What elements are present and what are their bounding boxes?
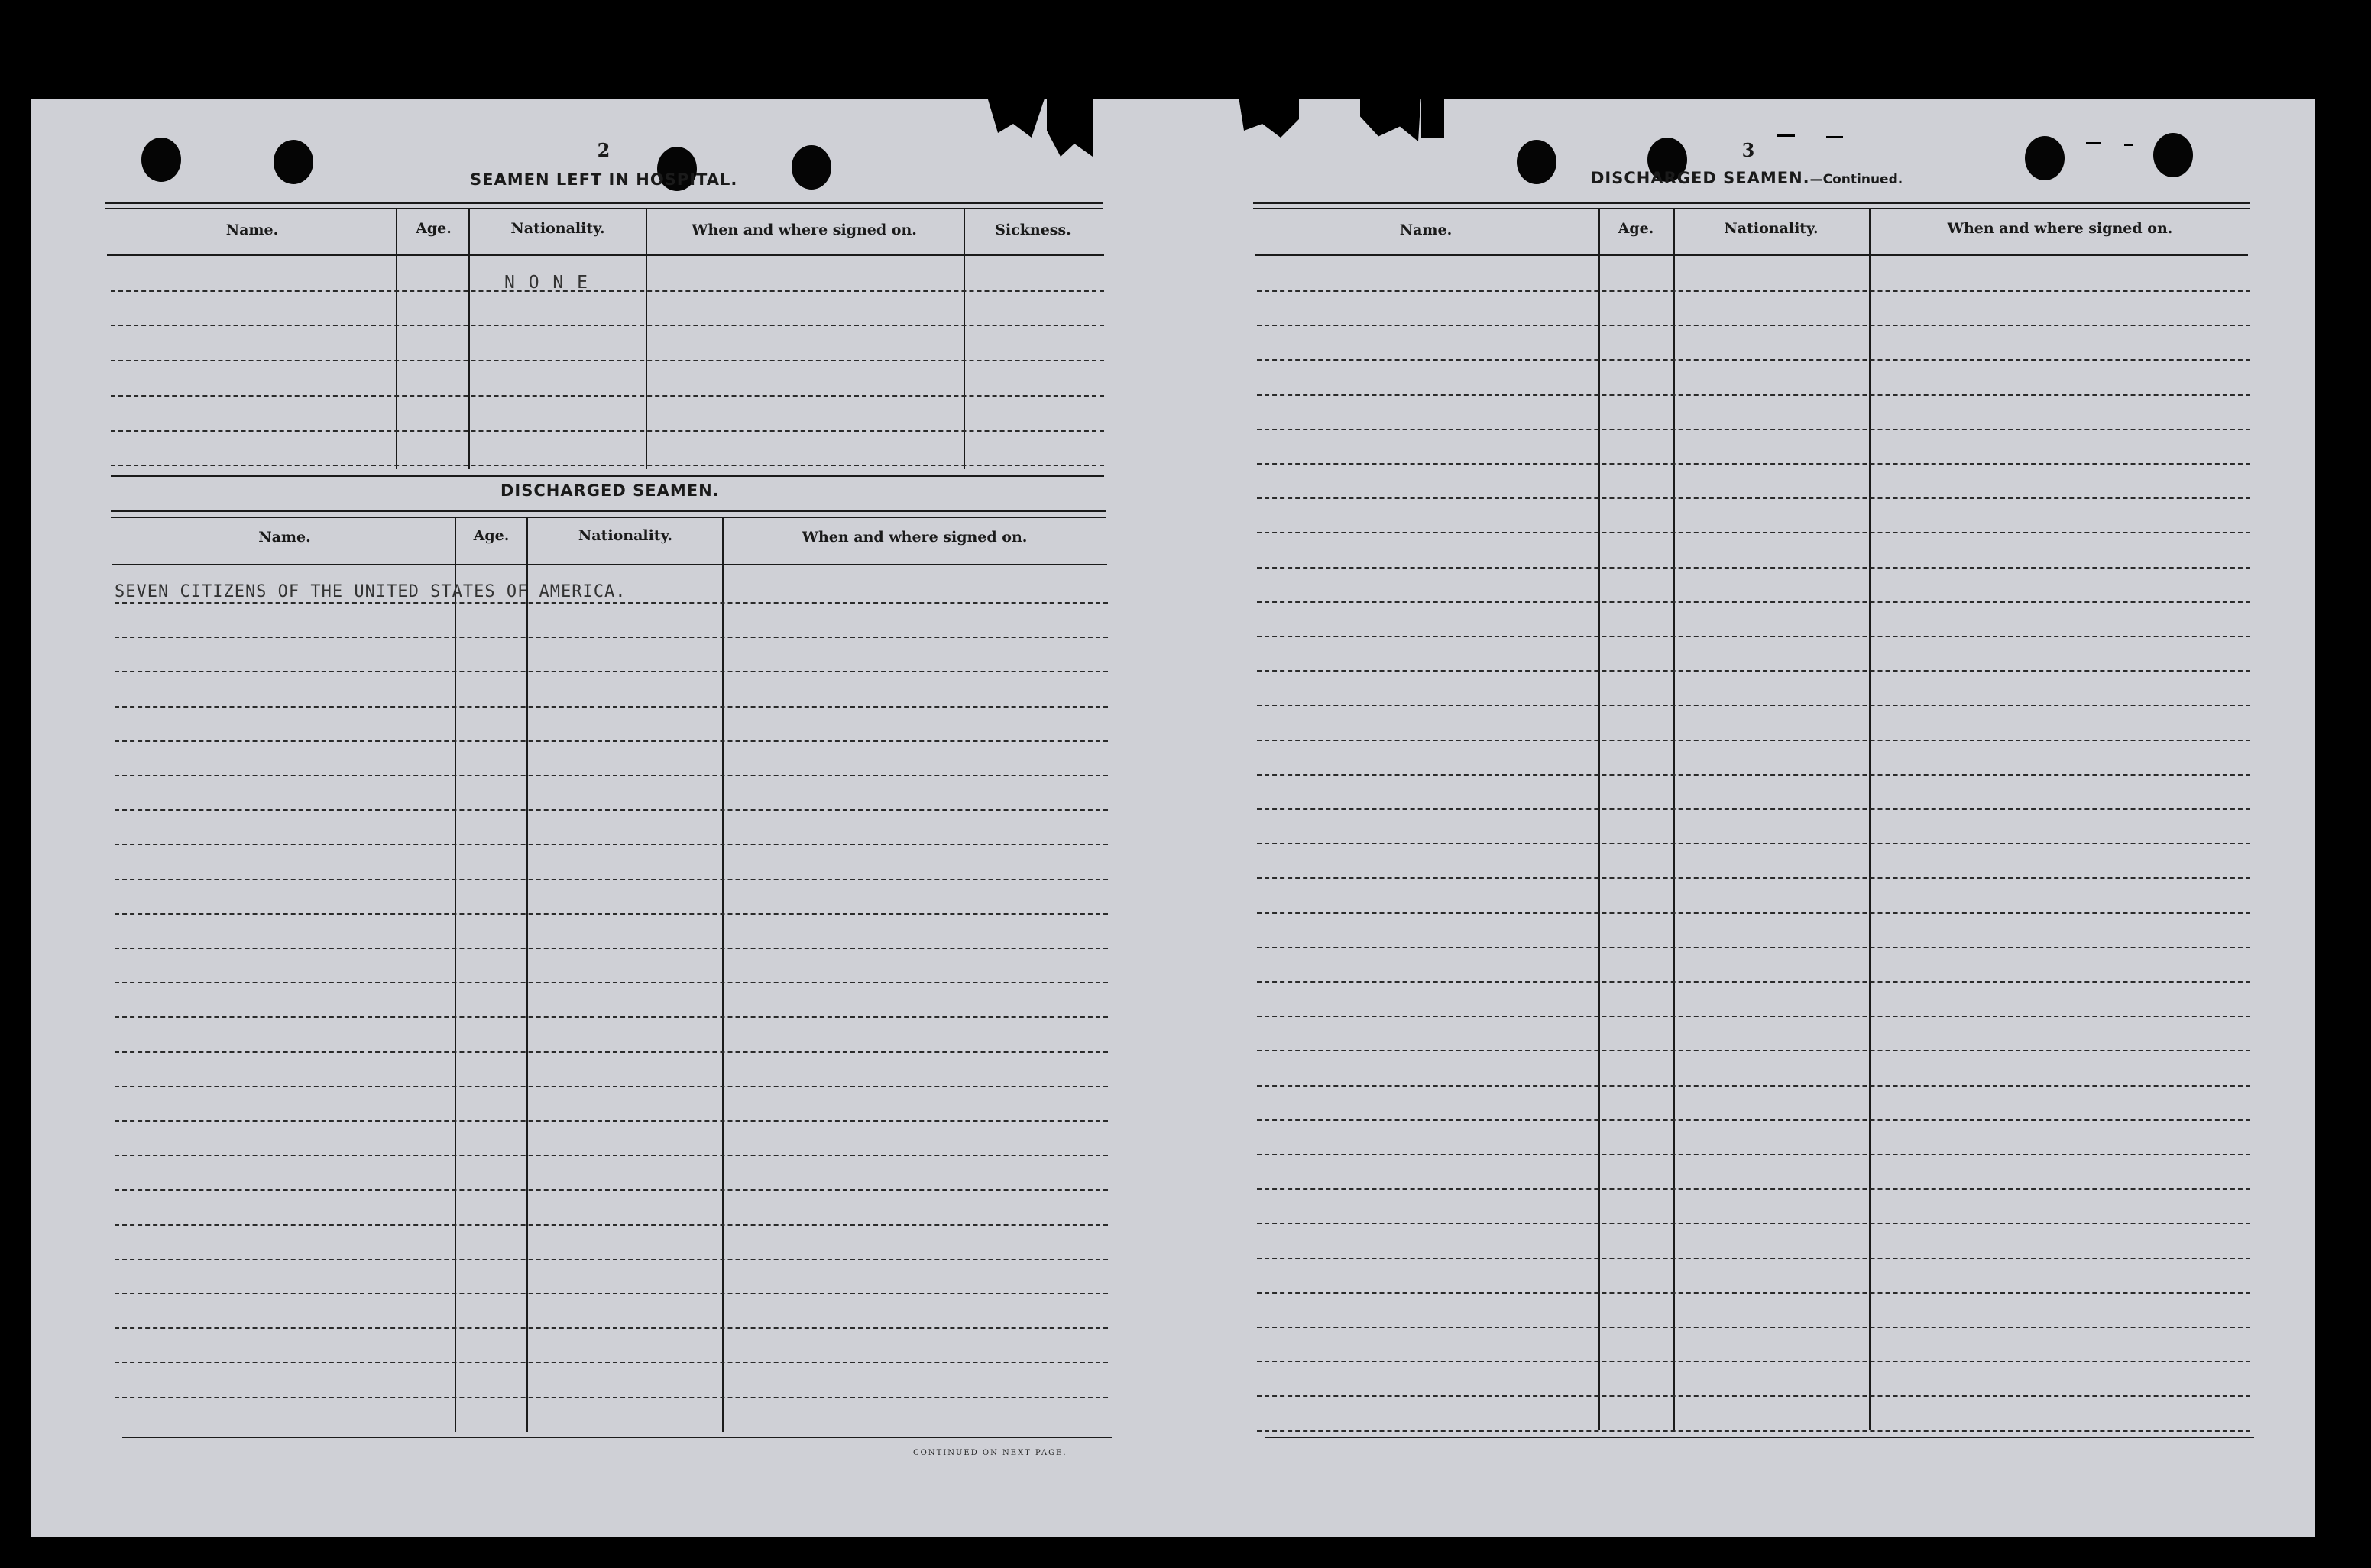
column-divider	[1673, 209, 1675, 1430]
entry-line	[1257, 705, 2250, 706]
column-header-signed-on: When and where signed on.	[1947, 220, 2173, 237]
entry-line	[115, 1293, 1108, 1294]
entry-line	[1257, 1119, 2250, 1121]
entry-line	[1257, 877, 2250, 879]
entry-line	[1257, 670, 2250, 672]
entry-line	[115, 982, 1108, 983]
punch-hole	[141, 138, 181, 182]
entry-line	[115, 1189, 1108, 1191]
entry-line	[115, 1086, 1108, 1087]
entry-line	[1257, 497, 2250, 499]
entry-line	[115, 671, 1108, 672]
entry-line	[115, 879, 1108, 880]
entry-line	[115, 948, 1108, 949]
speck	[2124, 144, 2133, 146]
entry-line	[1257, 1188, 2250, 1190]
entry-line	[115, 602, 1108, 604]
entry-line	[1257, 981, 2250, 983]
entry-line	[115, 1327, 1108, 1329]
speck	[2086, 142, 2101, 144]
punch-hole	[2025, 136, 2065, 180]
section-rule	[111, 475, 1104, 477]
entry-line	[115, 740, 1108, 742]
column-header-age: Age.	[1618, 220, 1654, 237]
hospital-typed-entry: N O N E	[504, 273, 589, 293]
column-header-age: Age.	[416, 220, 452, 237]
speck	[1777, 134, 1795, 137]
discharged-section-title: DISCHARGED SEAMEN.	[500, 481, 720, 500]
discharged-typed-entry: SEVEN CITIZENS OF THE UNITED STATES OF AMERICA.	[115, 582, 627, 601]
entry-line	[111, 325, 1104, 326]
entry-line	[1257, 947, 2250, 948]
column-header-name: Name.	[1399, 222, 1453, 238]
entry-line	[111, 290, 1104, 292]
column-divider	[1869, 209, 1871, 1430]
column-header-nationality: Nationality.	[1724, 220, 1819, 237]
column-header-nationality: Nationality.	[510, 220, 605, 237]
entry-line	[115, 809, 1108, 811]
column-header-age: Age.	[473, 527, 510, 544]
header-underline	[1255, 254, 2248, 256]
entry-line	[1257, 740, 2250, 741]
entry-line	[1257, 1327, 2250, 1328]
header-underline	[107, 254, 1104, 256]
entry-line	[1257, 359, 2250, 361]
entry-line	[115, 775, 1108, 776]
bottom-rule	[1265, 1437, 2254, 1438]
section-rule	[111, 517, 1106, 518]
column-divider	[1598, 209, 1600, 1430]
entry-line	[1257, 1292, 2250, 1294]
entry-line	[1257, 1050, 2250, 1051]
column-header-nationality: Nationality.	[578, 527, 673, 544]
section-rule	[111, 510, 1106, 512]
entry-line	[115, 1362, 1108, 1363]
entry-line	[111, 395, 1104, 397]
entry-line	[1257, 290, 2250, 292]
column-divider	[526, 518, 528, 1432]
punch-hole	[274, 140, 313, 184]
entry-line	[1257, 567, 2250, 569]
entry-line	[1257, 463, 2250, 465]
entry-line	[115, 1224, 1108, 1226]
entry-line	[115, 1155, 1108, 1156]
top-rule	[1253, 208, 2250, 209]
entry-line	[1257, 843, 2250, 844]
entry-line	[115, 637, 1108, 638]
entry-line	[115, 1051, 1108, 1053]
hospital-section-title: SEAMEN LEFT IN HOSPITAL.	[470, 170, 738, 189]
entry-line	[1257, 1258, 2250, 1259]
bottom-rule	[122, 1437, 1112, 1438]
right-title-suffix: —Continued.	[1809, 172, 1903, 187]
entry-line	[1257, 1154, 2250, 1155]
entry-line	[1257, 601, 2250, 603]
column-header-signed-on: When and where signed on.	[802, 529, 1028, 546]
entry-line	[115, 1120, 1108, 1122]
entry-line	[115, 706, 1108, 708]
header-underline	[112, 564, 1107, 565]
punch-hole	[792, 145, 831, 190]
punch-hole	[2153, 133, 2193, 177]
column-header-name: Name.	[225, 222, 279, 238]
entry-line	[115, 913, 1108, 915]
entry-line	[1257, 1223, 2250, 1224]
top-rule	[1253, 202, 2250, 204]
column-header-sickness: Sickness.	[995, 222, 1071, 238]
top-rule	[105, 208, 1103, 209]
entry-line	[1257, 1395, 2250, 1397]
entry-line	[1257, 636, 2250, 637]
column-divider	[455, 518, 456, 1432]
entry-line	[1257, 1016, 2250, 1017]
entry-line	[1257, 1361, 2250, 1362]
top-rule	[105, 202, 1103, 204]
entry-line	[111, 465, 1104, 466]
entry-line	[115, 1397, 1108, 1398]
entry-line	[111, 430, 1104, 432]
document-sheet	[31, 99, 2315, 1537]
column-header-name: Name.	[258, 529, 311, 546]
torn-edge	[1421, 92, 1444, 138]
entry-line	[115, 1259, 1108, 1260]
entry-line	[1257, 774, 2250, 776]
column-header-signed-on: When and where signed on.	[692, 222, 917, 238]
speck	[1826, 136, 1843, 138]
right-title-main: DISCHARGED SEAMEN.	[1591, 169, 1810, 187]
entry-line	[1257, 429, 2250, 430]
entry-line	[1257, 394, 2250, 396]
entry-line	[115, 1016, 1108, 1018]
entry-line	[1257, 325, 2250, 326]
speck	[1612, 47, 1616, 50]
right-page-number: 3	[1741, 139, 1755, 161]
entry-line	[1257, 1085, 2250, 1087]
entry-line	[115, 844, 1108, 845]
entry-line	[1257, 912, 2250, 914]
right-page-title	[1591, 169, 1903, 187]
entry-line	[111, 360, 1104, 361]
entry-line	[1257, 808, 2250, 810]
column-divider	[722, 518, 724, 1432]
punch-hole	[1517, 140, 1556, 184]
entry-line	[1257, 1430, 2250, 1432]
continued-footer: CONTINUED ON NEXT PAGE.	[913, 1449, 1067, 1457]
entry-line	[1257, 532, 2250, 533]
left-page-number: 2	[597, 139, 611, 161]
